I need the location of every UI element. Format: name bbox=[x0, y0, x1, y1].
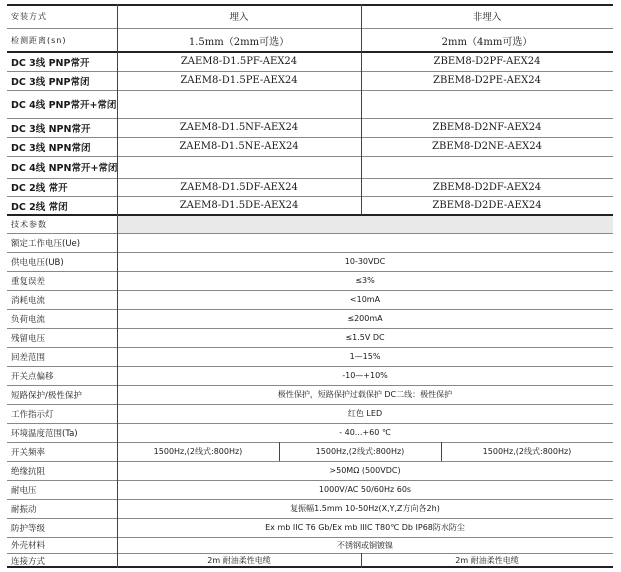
mount-type-label: 安装方式 bbox=[11, 11, 47, 21]
rule bbox=[7, 156, 613, 157]
tech-label: 开关点偏移 bbox=[11, 371, 54, 382]
tech-value: ≤3% bbox=[355, 276, 375, 285]
rule bbox=[7, 385, 613, 386]
rule-top bbox=[7, 4, 613, 6]
rule bbox=[7, 178, 613, 179]
frequency-label: 开关频率 bbox=[11, 447, 46, 458]
column-divider bbox=[117, 4, 118, 568]
tech-value: -10—+10% bbox=[342, 371, 388, 380]
column-divider bbox=[361, 553, 362, 568]
model-embedded: ZAEM8-D1.5PE-AEX24 bbox=[180, 75, 298, 86]
tech-value: >50MΩ (500VDC) bbox=[329, 466, 401, 475]
tech-label: 短路保护/极性保护 bbox=[11, 390, 82, 401]
model-non-embedded: ZBEM8-D2DF-AEX24 bbox=[432, 181, 542, 193]
spec-table bbox=[7, 4, 613, 568]
tech-value: 极性保护，短路保护过载保护 DC二线：极性保护 bbox=[277, 390, 453, 399]
tech-label: 耐振动 bbox=[11, 504, 37, 515]
tech-row bbox=[7, 347, 613, 366]
model-row bbox=[7, 156, 613, 178]
column-divider bbox=[361, 4, 362, 215]
rule bbox=[7, 328, 613, 329]
model-row bbox=[7, 196, 613, 215]
embedded-header: 埋入 bbox=[229, 12, 249, 23]
non-embedded-header: 非埋入 bbox=[472, 12, 502, 23]
model-embedded bbox=[117, 90, 361, 118]
rule bbox=[7, 461, 613, 462]
rule bbox=[7, 404, 613, 405]
tech-row bbox=[7, 461, 613, 480]
rule bbox=[7, 442, 613, 443]
model-non-embedded: ZBEM8-D2NE-AEX24 bbox=[432, 141, 542, 152]
model-label: DC 4线 NPN常开+常闭 bbox=[11, 163, 117, 174]
tech-label: 绝缘抗阻 bbox=[11, 466, 46, 477]
tech-row bbox=[7, 366, 613, 385]
rule bbox=[7, 518, 613, 519]
rule bbox=[7, 537, 613, 538]
model-embedded: ZAEM8-D1.5PF-AEX24 bbox=[180, 56, 298, 67]
cable-label: 连接方式 bbox=[11, 556, 46, 567]
rule bbox=[7, 214, 613, 216]
rule bbox=[7, 28, 613, 29]
tech-label: 额定工作电压(Ue) bbox=[11, 238, 81, 249]
tech-label: 环境温度范围(Ta) bbox=[11, 428, 78, 439]
distance-non-embedded: 2mm（4mm可选） bbox=[441, 36, 533, 48]
rule bbox=[7, 196, 613, 197]
model-non-embedded: ZBEM8-D2NF-AEX24 bbox=[432, 122, 542, 133]
tech-label: 工作指示灯 bbox=[11, 409, 54, 420]
rule bbox=[7, 118, 613, 119]
tech-row bbox=[7, 499, 613, 518]
model-embedded: ZAEM8-D1.5DE-AEX24 bbox=[179, 200, 299, 211]
tech-row bbox=[7, 518, 613, 537]
cable-non-embedded: 2m 耐油柔性电缆 bbox=[455, 556, 519, 565]
model-row bbox=[7, 118, 613, 137]
model-non-embedded bbox=[361, 90, 613, 118]
rule bbox=[7, 233, 613, 234]
column-divider bbox=[441, 442, 442, 461]
tech-value: 10-30VDC bbox=[344, 257, 386, 266]
rule bbox=[7, 553, 613, 554]
rule bbox=[7, 309, 613, 310]
model-row bbox=[7, 90, 613, 118]
tech-label: 回差范围 bbox=[11, 352, 46, 363]
rule-bottom bbox=[7, 566, 613, 568]
tech-row bbox=[7, 290, 613, 309]
model-label: DC 3线 NPN常开 bbox=[11, 123, 91, 135]
rule bbox=[7, 366, 613, 367]
column-divider bbox=[279, 442, 280, 461]
tech-row bbox=[7, 309, 613, 328]
tech-row bbox=[7, 271, 613, 290]
model-non-embedded bbox=[361, 156, 613, 178]
tech-row bbox=[7, 385, 613, 404]
tech-label: 消耗电流 bbox=[11, 295, 46, 306]
tech-value: 红色 LED bbox=[347, 409, 383, 418]
model-embedded bbox=[117, 156, 361, 178]
distance-embedded: 1.5mm（2mm可选） bbox=[188, 36, 290, 48]
model-label: DC 3线 PNP常闭 bbox=[11, 76, 90, 88]
model-non-embedded: ZBEM8-D2PE-AEX24 bbox=[433, 75, 541, 86]
model-label: DC 4线 PNP常开+常闭 bbox=[11, 100, 117, 111]
tech-value bbox=[117, 233, 613, 252]
tech-row bbox=[7, 423, 613, 442]
tech-value: <10mA bbox=[349, 295, 381, 304]
model-label: DC 2线 常闭 bbox=[11, 201, 68, 213]
tech-label: 供电电压(UB) bbox=[11, 257, 64, 268]
rule bbox=[7, 90, 613, 91]
tech-label: 耐电压 bbox=[11, 485, 37, 496]
tech-row bbox=[7, 252, 613, 271]
tech-row bbox=[7, 233, 613, 252]
header-row bbox=[7, 4, 613, 28]
model-embedded: ZAEM8-D1.5DF-AEX24 bbox=[180, 181, 298, 193]
tech-header-label: 技术参数 bbox=[11, 219, 47, 229]
rule bbox=[7, 271, 613, 272]
rule bbox=[7, 51, 613, 53]
distance-row bbox=[7, 28, 613, 52]
tech-value: ≤1.5V DC bbox=[345, 333, 385, 342]
model-row bbox=[7, 52, 613, 71]
rule bbox=[7, 71, 613, 72]
model-label: DC 2线 常开 bbox=[11, 183, 68, 194]
distance-label: 检测距离(sn) bbox=[11, 35, 67, 45]
tech-label: 防护等级 bbox=[11, 523, 46, 534]
model-embedded: ZAEM8-D1.5NE-AEX24 bbox=[179, 141, 299, 152]
tech-value: 1000V/AC 50/60Hz 60s bbox=[318, 485, 412, 494]
tech-row bbox=[7, 328, 613, 347]
rule bbox=[7, 252, 613, 253]
rule bbox=[7, 499, 613, 500]
model-row bbox=[7, 71, 613, 90]
model-row bbox=[7, 178, 613, 196]
rule bbox=[7, 347, 613, 348]
tech-label: 重复误差 bbox=[11, 276, 46, 287]
tech-label: 残留电压 bbox=[11, 333, 46, 344]
frequency-row bbox=[7, 442, 613, 461]
frequency-value: 1500Hz,(2线式:800Hz) bbox=[153, 447, 243, 456]
tech-row bbox=[7, 404, 613, 423]
model-label: DC 3线 NPN常闭 bbox=[11, 142, 91, 154]
tech-header-row bbox=[7, 215, 613, 233]
tech-row bbox=[7, 537, 613, 553]
tech-value: - 40...+60 ℃ bbox=[339, 428, 391, 437]
tech-value: ≤200mA bbox=[347, 314, 383, 323]
frequency-value: 1500Hz,(2线式:800Hz) bbox=[315, 447, 405, 456]
tech-value: 1—15% bbox=[349, 352, 381, 361]
tech-label: 外壳材料 bbox=[11, 541, 46, 551]
rule bbox=[7, 290, 613, 291]
rule bbox=[7, 480, 613, 481]
rule bbox=[7, 137, 613, 138]
tech-row bbox=[7, 480, 613, 499]
frequency-value: 1500Hz,(2线式:800Hz) bbox=[482, 447, 572, 456]
model-label: DC 3线 PNP常开 bbox=[11, 57, 90, 69]
model-non-embedded: ZBEM8-D2PF-AEX24 bbox=[433, 56, 541, 67]
rule bbox=[7, 423, 613, 424]
tech-value: 不锈钢或铜镀镍 bbox=[337, 540, 393, 550]
tech-value: Ex mb IIC T6 Gb/Ex mb IIIC T80℃ Db IP68防水防尘 bbox=[265, 523, 465, 532]
cable-embedded: 2m 耐油柔性电缆 bbox=[207, 556, 271, 565]
model-row bbox=[7, 137, 613, 156]
model-embedded: ZAEM8-D1.5NF-AEX24 bbox=[179, 122, 299, 133]
tech-label: 负荷电流 bbox=[11, 314, 46, 325]
model-non-embedded: ZBEM8-D2DE-AEX24 bbox=[432, 200, 542, 211]
tech-value: 复振幅1.5mm 10-50Hz(X,Y,Z方向各2h) bbox=[290, 504, 440, 513]
